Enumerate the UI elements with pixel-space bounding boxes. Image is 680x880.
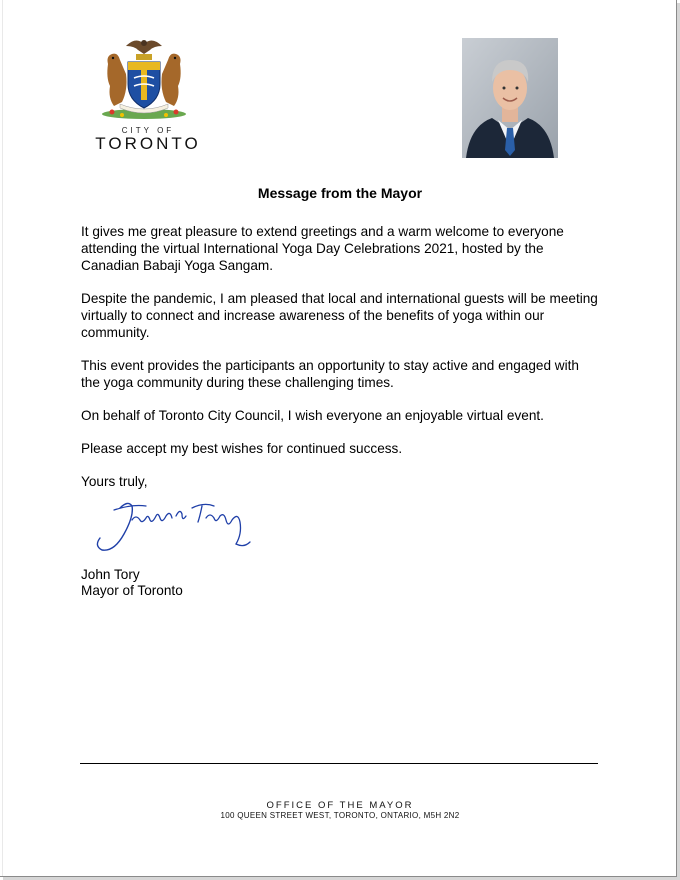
- signatory-block: [81, 567, 183, 599]
- footer-divider: [80, 763, 598, 764]
- crest-toronto: TORONTO: [95, 134, 201, 153]
- paragraph: On behalf of Toronto City Council, I wish everyone an enjoyable virtual event.: [81, 408, 544, 423]
- closing-salutation: Yours truly,: [81, 474, 148, 489]
- signature-image: [92, 494, 252, 556]
- signatory-name: John Tory: [81, 567, 140, 582]
- paragraph: This event provides the participants an opportunity to stay active and engaged with the yoga community during these challenging times.: [81, 358, 579, 390]
- letter-body: [81, 223, 601, 490]
- page-edge: [2, 0, 3, 876]
- paragraph: Despite the pandemic, I am pleased that local and international guests will be meeting virtually to connect and increase awareness of the benefits of yoga within our community.: [81, 291, 598, 340]
- letter-title: Message from the Mayor: [257, 185, 423, 201]
- signatory-title: Mayor of Toronto: [81, 583, 183, 598]
- coat-of-arms-logo: [96, 34, 192, 124]
- footer-address: 100 QUEEN STREET WEST, TORONTO, ONTARIO, M5H 2N2: [220, 811, 460, 820]
- paragraph: Please accept my best wishes for continued success.: [81, 441, 403, 456]
- crest-city-of: CITY OF: [121, 126, 175, 135]
- mayor-portrait-photo: [462, 38, 558, 158]
- paragraph: It gives me great pleasure to extend greetings and a warm welcome to everyone attending the virtual International Yoga Day Celebrations 2021, hosted by the Canadian Babaji Yoga Sangam.: [81, 224, 564, 273]
- footer-office: OFFICE OF THE MAYOR: [266, 800, 414, 811]
